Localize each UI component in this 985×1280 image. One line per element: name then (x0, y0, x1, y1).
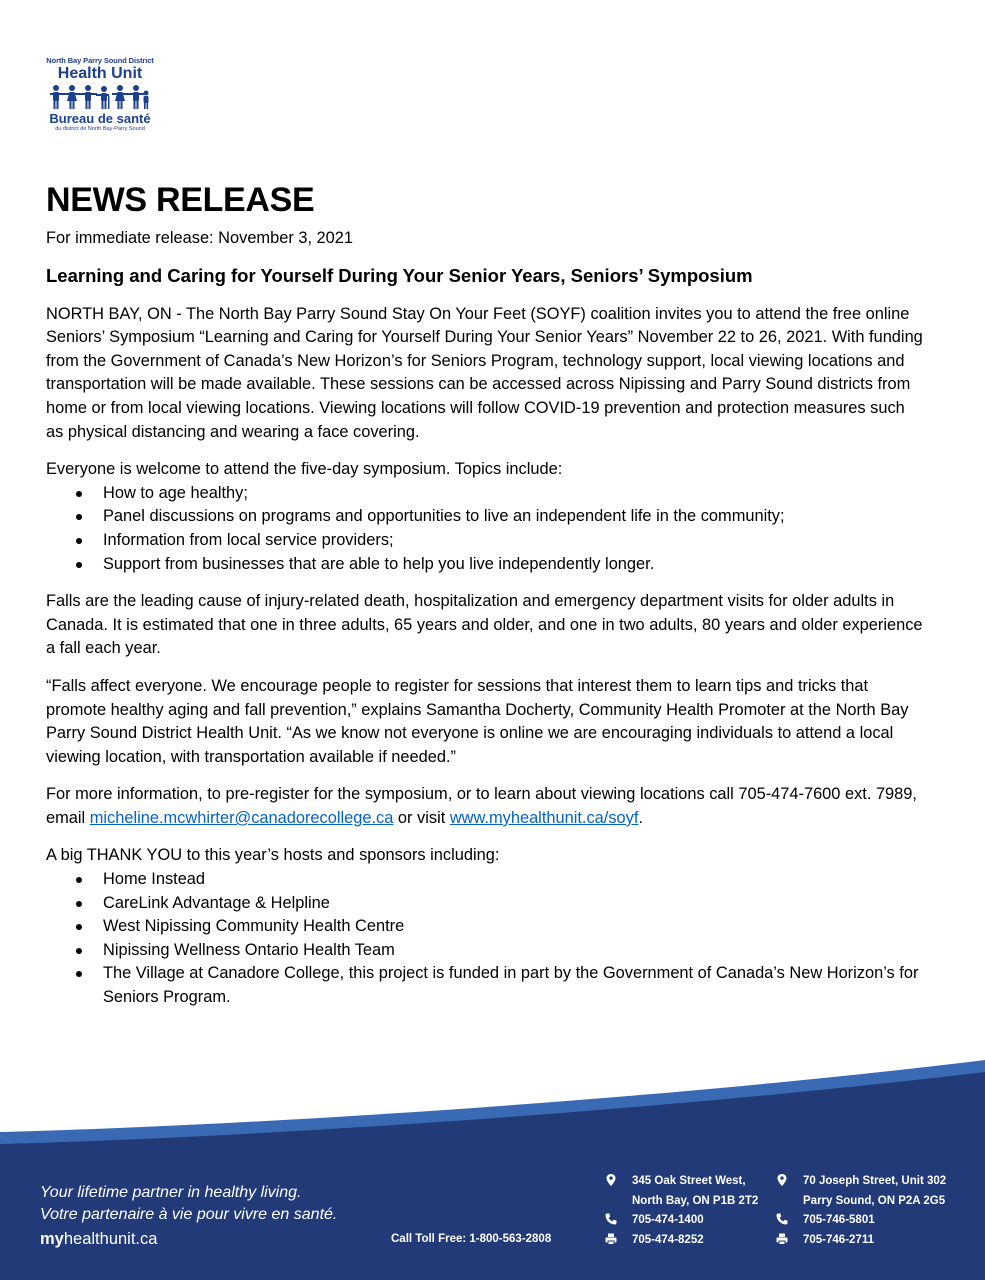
site-domain: healthunit.ca (63, 1230, 158, 1248)
news-release-content (46, 180, 926, 1010)
tagline-fr: Votre partenaire à vie pour vivre en santé. (40, 1206, 338, 1223)
map-pin-icon (604, 1173, 618, 1187)
list-item: Home Instead (103, 868, 926, 892)
list-item: Information from local service providers; (103, 529, 926, 553)
list-item: How to age healthy; (103, 482, 926, 506)
phone-number: 705-746-5801 (803, 1214, 875, 1226)
fax-row (604, 1231, 758, 1251)
address-row (604, 1172, 758, 1192)
website-link[interactable]: www.myhealthunit.ca/soyf (449, 808, 639, 827)
info-text: or visit (393, 808, 450, 827)
list-item: CareLink Advantage & Helpline (103, 892, 926, 916)
quote-paragraph: “Falls affect everyone. We encourage people to register for sessions that interest them to learn tips and tricks that promote healthy aging and fall prevention,” explains Samantha Docherty, Community Health Promoter at the North Bay Parry Sound District Health Unit. “As we know not everyone is online we are encouraging individuals to attend a local viewing location, with transportation available if needed.” (46, 676, 909, 766)
email-link[interactable]: micheline.mcwhirter@canadorecollege.ca (89, 808, 394, 827)
sponsors-list (46, 868, 926, 1010)
info-text: . (638, 808, 643, 827)
phone-icon (604, 1212, 618, 1226)
map-pin-icon (775, 1173, 789, 1187)
address-line2: Parry Sound, ON P2A 2G5 (803, 1194, 946, 1207)
info-text: For more information, to pre-register for the symposium, or to learn about viewing locations call 705-474-7600 ext. 7989, email (46, 785, 917, 827)
tagline (40, 1182, 337, 1226)
fax-icon (604, 1232, 618, 1246)
phone-row (775, 1211, 946, 1231)
fax-icon (775, 1232, 789, 1246)
fax-row (775, 1231, 946, 1251)
office-north-bay (604, 1172, 758, 1250)
footer (0, 1060, 985, 1280)
logo-bureau-de-sante: Bureau de santé (49, 111, 151, 126)
list-item: The Village at Canadore College, this project is funded in part by the Government of Canada’s New Horizon’s for Seniors Program. (103, 962, 926, 1009)
logo-district-name: North Bay Parry Sound District (46, 56, 154, 65)
page-title: NEWS RELEASE (46, 181, 315, 219)
toll-free-number: Call Toll Free: 1-800-563-2808 (391, 1233, 552, 1245)
people-figures-icon (50, 84, 150, 110)
list-item: Nipissing Wellness Ontario Health Team (103, 939, 926, 963)
topics-list (46, 482, 926, 576)
address-row (775, 1192, 946, 1212)
release-date: For immediate release: November 3, 2021 (46, 229, 354, 247)
list-item: Support from businesses that are able to help you live independently longer. (103, 553, 926, 577)
list-item: West Nipissing Community Health Centre (103, 915, 926, 939)
health-unit-logo (44, 56, 156, 133)
intro-paragraph: NORTH BAY, ON - The North Bay Parry Sound Stay On Your Feet (SOYF) coalition invites you to attend the free online Seniors’ Symposium “Learning and Caring for Yourself During Your Senior Years” November 22 to 26, 2021. With funding from the Government of Canada’s New Horizon’s for Seniors Program, technology support, local viewing locations and transportation will be made available. These sessions can be accessed across Nipissing and Parry Sound districts from home or from local viewing locations. Viewing locations will follow COVID-19 prevention and protection measures such as physical distancing and wearing a face covering. (46, 304, 923, 441)
tagline-en: Your lifetime partner in healthy living. (40, 1184, 302, 1201)
logo-health-unit: Health Unit (57, 65, 143, 82)
address-row (775, 1172, 946, 1192)
website-footer-link[interactable] (40, 1230, 157, 1249)
site-prefix: my (40, 1230, 64, 1248)
topics-intro: Everyone is welcome to attend the five-day symposium. Topics include: (46, 460, 563, 479)
address-line1: 70 Joseph Street, Unit 302 (803, 1175, 947, 1187)
address-line2: North Bay, ON P1B 2T2 (632, 1194, 759, 1207)
falls-paragraph: Falls are the leading cause of injury-related death, hospitalization and emergency department visits for older adults in Canada. It is estimated that one in three adults, 65 years and older, and one in two adults, 80 years and older experience a fall each year. (46, 592, 923, 658)
headline: Learning and Caring for Yourself During Your Senior Years, Seniors’ Symposium (46, 264, 753, 286)
phone-number: 705-474-1400 (632, 1214, 704, 1226)
phone-icon (775, 1212, 789, 1226)
info-paragraph (46, 783, 926, 830)
logo-district-fr: du district de North Bay-Parry Sound (55, 126, 145, 132)
office-parry-sound (775, 1172, 946, 1250)
list-item: Panel discussions on programs and opportunities to live an independent life in the community; (103, 505, 926, 529)
fax-number: 705-746-2711 (803, 1233, 874, 1246)
fax-number: 705-474-8252 (632, 1233, 704, 1246)
address-line1: 345 Oak Street West, (632, 1175, 746, 1187)
sponsors-intro: A big THANK YOU to this year’s hosts and sponsors including: (46, 846, 500, 865)
phone-row (604, 1211, 758, 1231)
address-row (604, 1192, 758, 1212)
